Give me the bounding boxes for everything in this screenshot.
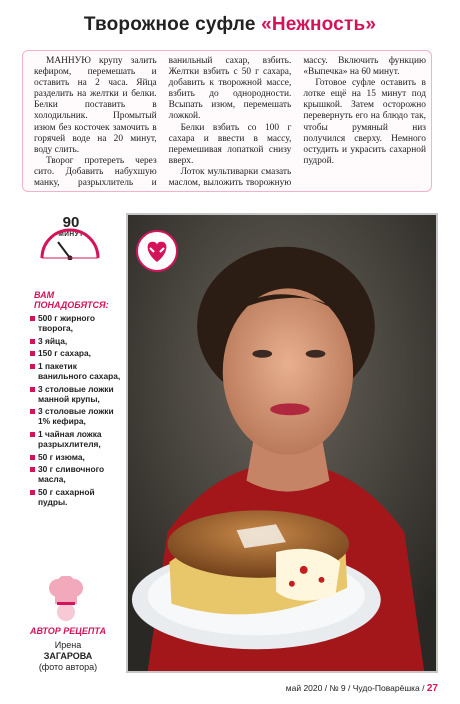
ingredient-item: 1 чайная ложка разрыхлителя, <box>30 430 126 450</box>
ingredient-item: 1 пакетик ванильного сахара, <box>30 362 126 382</box>
ingredient-item: 3 столовые ложки 1% кефира, <box>30 407 126 427</box>
chef-icon <box>46 576 86 622</box>
title-main: Творожное суфле <box>83 14 256 35</box>
time-value: 90 <box>62 214 80 231</box>
author-last-name: ЗАГАРОВА <box>43 651 93 661</box>
ingredient-item: 50 г изюма, <box>30 453 126 463</box>
title-accent: «Нежность» <box>261 14 377 35</box>
recipe-paragraph: Готовое суфле оставить в лотке ещё на 15 минут под крышкой. Затем осторожно перевернуть его на блюдо так, чтобы румяный низ получился сверху. Немного остудить и украсить сахарной пудрой. <box>303 78 426 166</box>
recipe-paragraph: Лоток мультиварки смазать маслом, выложить творожную массу. Включить функцию «Выпечка» на 60 минут. <box>168 56 426 189</box>
footer-issue: май 2020 / № 9 / Чудо-Поварёшка / <box>285 683 425 693</box>
author-info <box>18 640 118 673</box>
time-unit: МИНУТ <box>58 231 84 238</box>
article-title <box>0 14 460 36</box>
author-first-name: Ирена <box>54 640 82 650</box>
recipe-paragraph: Творог протереть через сито. Добавить набухшую манку, разрыхлитель и ванильный сахар, взбить. Желтки взбить с 50 г сахара, добавить к творожной массе, взбить до однородности. Всыпать изюм, перемешать ложкой. <box>34 56 292 189</box>
ingredient-item: 50 г сахарной пудры. <box>30 488 126 508</box>
page-number: 27 <box>426 683 438 694</box>
author-heading: АВТОР РЕЦЕПТА <box>29 626 106 636</box>
recipe-paragraph: Белки взбить со 100 г сахара и ввести в массу, перемешивая лопаткой снизу вверх. <box>168 122 292 166</box>
heart-logo-icon <box>136 230 178 272</box>
author-note: (фото автора) <box>38 662 98 672</box>
ingredient-item: 3 яйца, <box>30 337 126 347</box>
clock-icon <box>38 228 102 260</box>
recipe-text <box>34 56 426 192</box>
ingredient-item: 500 г жирного творога, <box>30 314 126 334</box>
author-photo <box>126 213 438 673</box>
ingredient-item: 150 г сахара, <box>30 349 126 359</box>
ingredients-heading: ВАМ ПОНАДОБЯТСЯ: <box>34 290 109 310</box>
ingredients-list <box>30 314 126 511</box>
recipe-paragraph: МАННУЮ крупу залить кефиром, перемешать и оставить на 2 часа. Яйца разделить на желтки и белки. Белки поставить в холодильник. Промытый изюм без косточек замочить в горячей воде на 20 минут, воду слить. <box>34 56 157 155</box>
ingredient-item: 3 столовые ложки манной крупы, <box>30 385 126 405</box>
ingredient-item: 30 г сливочного масла, <box>30 465 126 485</box>
page-footer <box>286 683 438 694</box>
